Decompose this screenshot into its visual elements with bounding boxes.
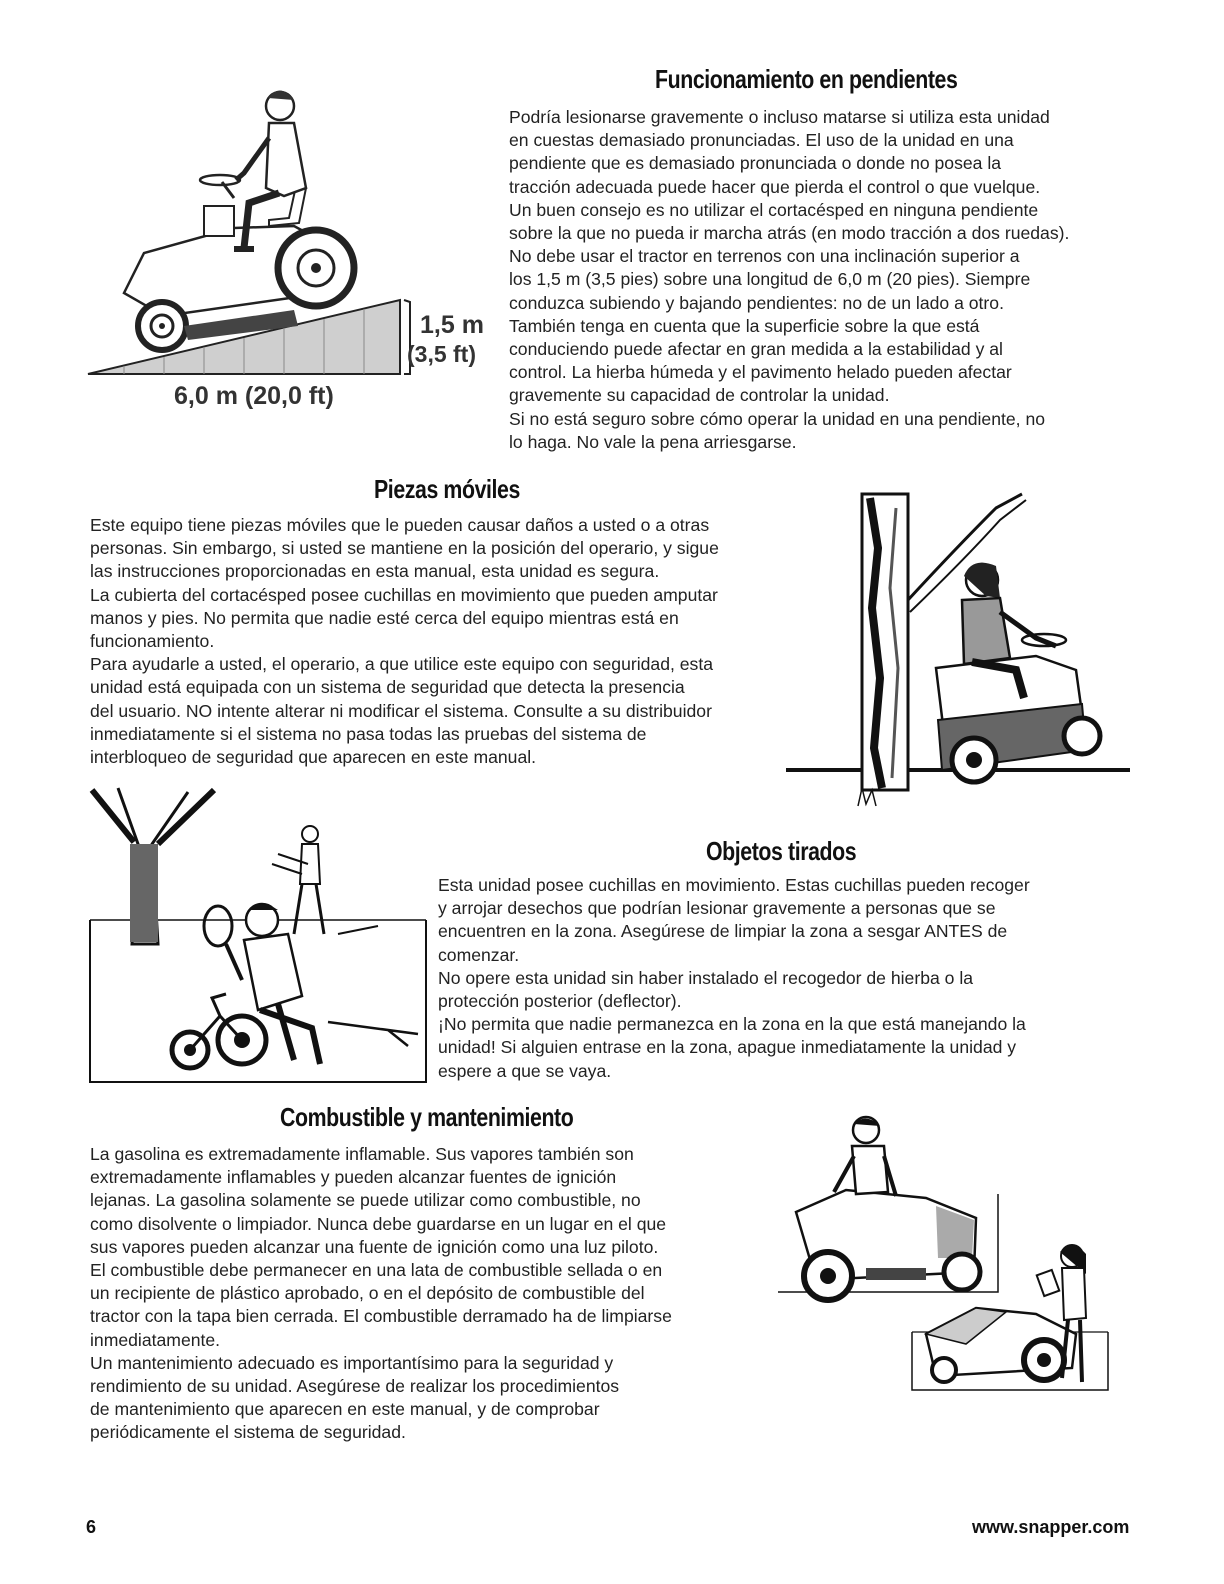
text-line: extremadamente inflamables y pueden alcanzar fuentes de ignición xyxy=(90,1167,617,1188)
text-line: un recipiente de plástico aprobado, o en el depósito de combustible del xyxy=(90,1283,645,1304)
text-line: interbloqueo de seguridad que aparecen en este manual. xyxy=(90,747,537,768)
man-body xyxy=(244,934,302,1010)
text-line: unidad está equipada con un sistema de seguridad que detecta la presencia xyxy=(90,677,685,698)
text-line: No debe usar el tractor en terrenos con una inclinación superior a xyxy=(509,246,1020,267)
text-line: los 1,5 m (3,5 pies) sobre una longitud de 6,0 m (20 pies). Siempre xyxy=(509,269,1031,290)
text-line: Un buen consejo es no utilizar el cortacésped en ninguna pendiente xyxy=(509,199,1039,220)
text-line: funcionamiento. xyxy=(90,631,215,652)
text-line: ¡No permita que nadie permanezca en la zona en la que está manejando la xyxy=(438,1014,1026,1035)
text-line: lejanas. La gasolina solamente se puede utilizar como combustible, no xyxy=(90,1190,641,1211)
text-line: control. La hierba húmeda y el pavimento helado pueden afectar xyxy=(509,362,1012,383)
text-line: Para ayudarle a usted, el operario, a que utilice este equipo con seguridad, esta xyxy=(90,654,714,675)
text-line: También tenga en cuenta que la superficie sobre la que está xyxy=(509,315,980,336)
text-line: y arrojar desechos que podrían lesionar gravemente a personas que se xyxy=(438,898,996,919)
child-head xyxy=(302,826,318,842)
text-line: Si no está seguro sobre cómo operar la unidad en una pendiente, no xyxy=(509,408,1046,429)
text-line: sus vapores pueden alcanzar una fuente de ignición como una luz piloto. xyxy=(90,1236,659,1257)
text-line: Esta unidad posee cuchillas en movimiento. Estas cuchillas pueden recoger xyxy=(438,875,1030,895)
maintenance-illustration xyxy=(776,1108,1112,1394)
section-title-moving-parts: Piezas móviles xyxy=(374,474,520,504)
text-line: inmediatamente. xyxy=(90,1329,221,1350)
text-line: del usuario. NO intente alterar ni modificar el sistema. Consulte a su distribuidor xyxy=(90,700,712,721)
text-line: de mantenimiento que aparecen en este manual, y de comprobar xyxy=(90,1399,600,1420)
section-title-fuel: Combustible y mantenimiento xyxy=(280,1102,574,1132)
text-line: espere a que se vaya. xyxy=(438,1060,612,1081)
text-line: manos y pies. No permita que nadie esté cerca del equipo mientras está en xyxy=(90,607,679,628)
slopes-text xyxy=(509,106,1069,454)
text-line: La gasolina es extremadamente inflamable. Sus vapores también son xyxy=(90,1144,634,1164)
text-line: La cubierta del cortacésped posee cuchillas en movimiento que pueden amputar xyxy=(90,584,718,605)
text-line: personas. Sin embargo, si usted se mantiene en la posición del operario, y sigue xyxy=(90,538,719,559)
operator-body xyxy=(266,123,306,196)
text-line: pendiente que es demasiado pronunciada o donde no posea la xyxy=(509,153,1002,174)
page-number: 6 xyxy=(86,1517,97,1537)
thrown-objects-illustration xyxy=(88,784,428,1084)
text-line: encuentren en la zona. Asegúrese de limpiar la zona a sesgar ANTES de xyxy=(438,921,1008,942)
mower-rear-wheel xyxy=(1064,718,1100,754)
slope-length-label: 6,0 m (20,0 ft) xyxy=(174,382,334,410)
racket xyxy=(204,906,232,946)
upper-tractor-wheel xyxy=(944,1254,980,1290)
thrown-objects-text xyxy=(438,874,1030,1083)
footer-url[interactable]: www.snapper.com xyxy=(972,1517,1130,1537)
text-line: periódicamente el sistema de seguridad. xyxy=(90,1422,406,1443)
slope-height-label: 1,5 m xyxy=(420,311,484,339)
tree-rider-illustration xyxy=(786,488,1130,810)
slope-tractor-illustration xyxy=(84,78,414,378)
text-line: No opere esta unidad sin haber instalado el recogedor de hierba o la xyxy=(438,967,974,988)
text-line: en cuestas demasiado pronunciadas. El uso de la unidad en una xyxy=(509,130,1014,151)
text-line: Este equipo tiene piezas móviles que le pueden causar daños a usted o a otras xyxy=(90,515,710,535)
text-line: conduzca subiendo y bajando pendientes: no de un lado a otro. xyxy=(509,292,1004,313)
text-line: unidad! Si alguien entrase en la zona, apague inmediatamente la unidad y xyxy=(438,1037,1017,1058)
text-line: lo haga. No vale la pena arriesgarse. xyxy=(509,431,797,452)
clipboard-icon xyxy=(1037,1270,1060,1296)
text-line: gravemente su capacidad de controlar la unidad. xyxy=(509,385,890,406)
text-line: comenzar. xyxy=(438,944,520,965)
lower-tractor-wheel xyxy=(932,1358,956,1382)
text-line: inmediatamente si el sistema no pasa todas las pruebas del sistema de xyxy=(90,723,647,744)
text-line: Podría lesionarse gravemente o incluso matarse si utiliza esta unidad xyxy=(509,107,1050,127)
text-line: las instrucciones proporcionadas en esta manual, esta unidad es segura. xyxy=(90,561,660,582)
text-line: como disolvente o limpiador. Nunca debe guardarse en un lugar en el que xyxy=(90,1213,667,1234)
slope-height-label-ft: (3,5 ft) xyxy=(407,341,476,367)
text-line: protección posterior (deflector). xyxy=(438,991,682,1012)
tree-trunk xyxy=(862,494,908,790)
section-title-slopes: Funcionamiento en pendientes xyxy=(655,64,958,94)
text-line: El combustible debe permanecer en una lata de combustible sellada o en xyxy=(90,1260,663,1281)
text-line: sobre la que no pueda ir marcha atrás (en modo tracción a dos ruedas). xyxy=(509,223,1070,244)
section-title-thrown-objects: Objetos tirados xyxy=(706,836,857,866)
text-line: tractor con la tapa bien cerrada. El combustible derramado ha de limpiarse xyxy=(90,1306,672,1327)
text-line: rendimiento de su unidad. Asegúrese de realizar los procedimientos xyxy=(90,1376,620,1397)
rider-body xyxy=(962,598,1010,664)
moving-parts-text xyxy=(90,514,719,769)
text-line: conduciendo puede afectar en gran medida a la estabilidad y al xyxy=(509,339,1003,360)
fuel-text xyxy=(90,1143,672,1445)
text-line: tracción adecuada puede hacer que pierda el control o que vuelque. xyxy=(509,176,1041,197)
text-line: Un mantenimiento adecuado es importantísimo para la seguridad y xyxy=(90,1352,614,1373)
